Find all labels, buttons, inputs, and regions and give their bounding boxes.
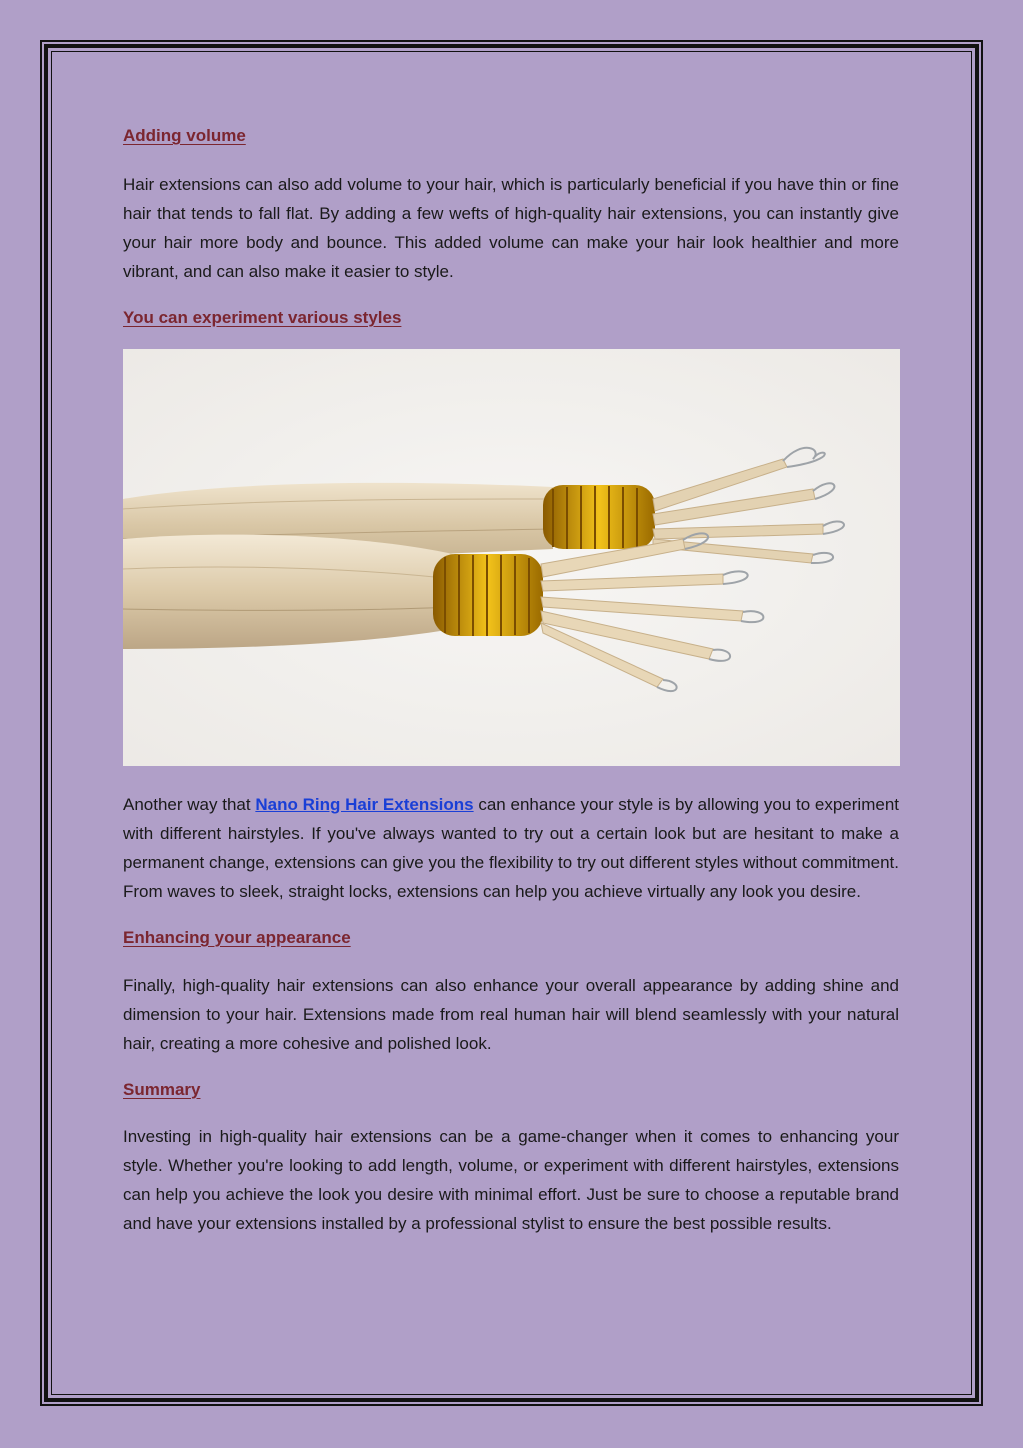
heading-experiment-styles: You can experiment various styles xyxy=(123,308,402,327)
nano-ring-hair-extensions-link[interactable]: Nano Ring Hair Extensions xyxy=(255,795,474,814)
paragraph-enhancing-appearance: Finally, high-quality hair extensions can also enhance your overall appearance by adding shine and dimension to your hair. Extensions made from real human hair will blend seamlessly with your natural hair, creating a more cohesive and polished look. xyxy=(123,976,899,1053)
paragraph-experiment-styles-lead: Another way that xyxy=(123,795,256,814)
paragraph-experiment-styles xyxy=(123,790,899,906)
hair-extensions-photo xyxy=(123,349,900,766)
paragraph-summary: Investing in high-quality hair extensions can be a game-changer when it comes to enhancing your style. Whether you're looking to add length, volume, or experiment with different hairstyles, extensions can help you achieve the look you desire with minimal effort. Just be sure to choose a reputable brand and have your extensions installed by a professional stylist to ensure the best possible results. xyxy=(123,1127,899,1233)
heading-adding-volume: Adding volume xyxy=(123,126,246,145)
heading-enhancing-appearance: Enhancing your appearance xyxy=(123,928,351,947)
document-content xyxy=(123,124,899,1238)
heading-summary: Summary xyxy=(123,1080,201,1099)
paragraph-adding-volume: Hair extensions can also add volume to your hair, which is particularly beneficial if you have thin or fine hair that tends to fall flat. By adding a few wefts of high-quality hair extensions, you can instantly give your hair more body and bounce. This added volume can make your hair look healthier and more vibrant, and can also make it easier to style. xyxy=(123,175,899,281)
paragraph-experiment-styles-rest: can enhance your style is by allowing you to experiment with different hairstyles. If you've always wanted to try out a certain look but are hesitant to make a permanent change, extensions can give you the flexibility to try out different styles without commitment. From waves to sleek, straight locks, extensions can help you achieve virtually any look you desire. xyxy=(123,795,899,901)
